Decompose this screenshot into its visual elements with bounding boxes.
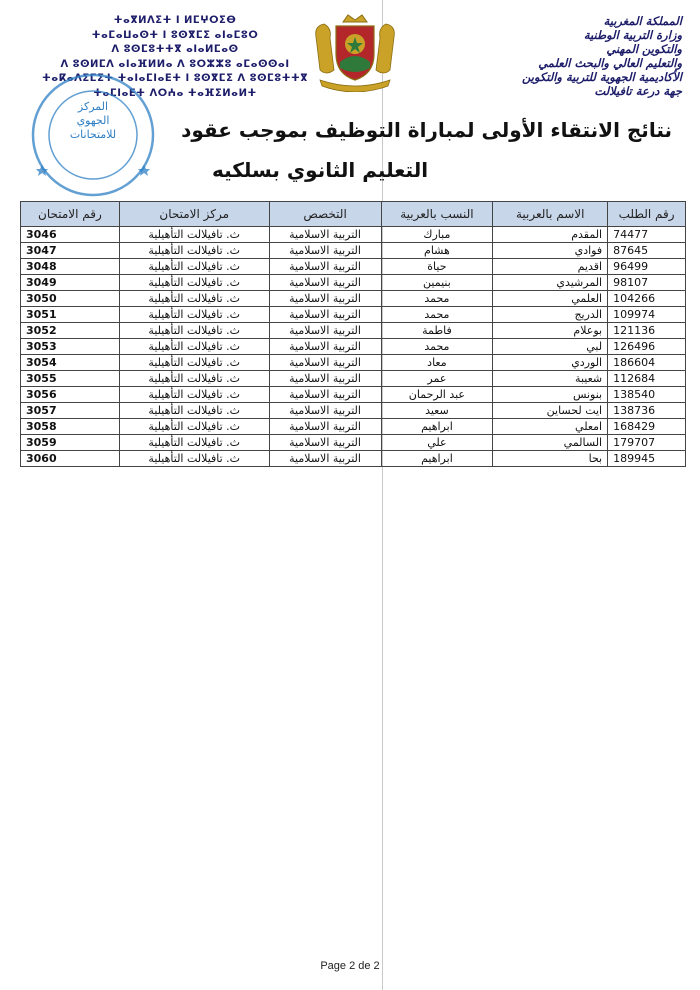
cell-first-name: السالمي: [493, 435, 608, 451]
cell-last-name: محمد: [381, 307, 493, 323]
cell-exam-no: 3049: [21, 275, 120, 291]
cell-exam-no: 3048: [21, 259, 120, 275]
cell-request-no: 126496: [608, 339, 686, 355]
table-row: [21, 435, 686, 451]
cell-first-name: بنونس: [493, 387, 608, 403]
cell-specialty: التربية الاسلامية: [269, 243, 381, 259]
cell-last-name: حياة: [381, 259, 493, 275]
header-line: الأكاديمية الجهوية للتربية والتكوين: [521, 70, 682, 84]
cell-first-name: ايت لحساين: [493, 403, 608, 419]
cell-exam-center: ث. تافيلالت التأهيلية: [119, 291, 269, 307]
document-subtitle: التعليم الثانوي بسلكيه: [211, 158, 429, 182]
header-line: المملكة المغربية: [603, 14, 682, 28]
cell-specialty: التربية الاسلامية: [269, 275, 381, 291]
cell-last-name: محمد: [381, 291, 493, 307]
cell-request-no: 112684: [608, 371, 686, 387]
header-request-no: رقم الطلب: [608, 202, 686, 227]
header-line: ⵜⴰⵎⴰⵡⴰⵙⵜ ⵏ ⵓⵙⴳⵎⵉ ⴰⵏⴰⵎⵓⵔ: [91, 29, 259, 41]
cell-first-name: لبي: [493, 339, 608, 355]
cell-exam-center: ث. تافيلالت التأهيلية: [119, 243, 269, 259]
cell-exam-center: ث. تافيلالت التأهيلية: [119, 419, 269, 435]
header-line: جهة درعة تافيلالت: [594, 84, 682, 98]
header-exam-center: مركز الامتحان: [119, 202, 269, 227]
stamp-line: للامتحانات: [69, 128, 117, 141]
cell-specialty: التربية الاسلامية: [269, 387, 381, 403]
cell-specialty: التربية الاسلامية: [269, 259, 381, 275]
cell-request-no: 121136: [608, 323, 686, 339]
header-exam-no: رقم الامتحان: [21, 202, 120, 227]
cell-request-no: 138736: [608, 403, 686, 419]
cell-specialty: التربية الاسلامية: [269, 451, 381, 467]
cell-exam-center: ث. تافيلالت التأهيلية: [119, 259, 269, 275]
cell-first-name: بوعلام: [493, 323, 608, 339]
cell-first-name: امعلي: [493, 419, 608, 435]
table-row: [21, 243, 686, 259]
stamp-line: الجهوي: [76, 114, 110, 127]
cell-specialty: التربية الاسلامية: [269, 419, 381, 435]
cell-exam-center: ث. تافيلالت التأهيلية: [119, 227, 269, 243]
header-line: ⵜⴰⴽⴰⴷⵉⵎⵉⵜ ⵜⴰⵏⴰⵎⵏⴰⴹⵜ ⵏ ⵓⵙⴳⵎⵉ ⴷ ⵓⵙⵎⵓⵜⵜⴳ: [41, 73, 309, 84]
cell-request-no: 104266: [608, 291, 686, 307]
cell-request-no: 189945: [608, 451, 686, 467]
document-title: نتائج الانتقاء الأولى لمباراة التوظيف بموجب عقود: [181, 118, 672, 142]
cell-request-no: 98107: [608, 275, 686, 291]
cell-request-no: 74477: [608, 227, 686, 243]
cell-exam-center: ث. تافيلالت التأهيلية: [119, 323, 269, 339]
table-row: [21, 227, 686, 243]
cell-request-no: 186604: [608, 355, 686, 371]
cell-last-name: معاد: [381, 355, 493, 371]
cell-last-name: محمد: [381, 339, 493, 355]
cell-last-name: علي: [381, 435, 493, 451]
cell-first-name: المرشيدي: [493, 275, 608, 291]
cell-specialty: التربية الاسلامية: [269, 307, 381, 323]
stamp-center-text: [58, 100, 128, 142]
table-row: [21, 259, 686, 275]
table-row: [21, 387, 686, 403]
cell-exam-no: 3056: [21, 387, 120, 403]
header-last-name: النسب بالعربية: [381, 202, 493, 227]
cell-first-name: اقديم: [493, 259, 608, 275]
cell-exam-center: ث. تافيلالت التأهيلية: [119, 275, 269, 291]
cell-exam-center: ث. تافيلالت التأهيلية: [119, 451, 269, 467]
results-table: [20, 201, 686, 467]
table-header-row: [21, 202, 686, 227]
table-row: [21, 355, 686, 371]
cell-exam-no: 3060: [21, 451, 120, 467]
cell-specialty: التربية الاسلامية: [269, 339, 381, 355]
cell-last-name: عمر: [381, 371, 493, 387]
cell-exam-no: 3058: [21, 419, 120, 435]
cell-exam-no: 3047: [21, 243, 120, 259]
cell-last-name: عبد الرحمان: [381, 387, 493, 403]
header-specialty: التخصص: [269, 202, 381, 227]
cell-first-name: الدريج: [493, 307, 608, 323]
cell-request-no: 109974: [608, 307, 686, 323]
header-line: ⵜⴰⴳⵍⴷⵉⵜ ⵏ ⵍⵎⵖⵔⵉⴱ: [113, 15, 237, 26]
table-row: [21, 275, 686, 291]
header-line: والتعليم العالي والبحث العلمي: [538, 56, 682, 70]
cell-request-no: 87645: [608, 243, 686, 259]
cell-exam-no: 3050: [21, 291, 120, 307]
cell-exam-no: 3054: [21, 355, 120, 371]
coat-of-arms-icon: [310, 12, 400, 92]
cell-exam-center: ث. تافيلالت التأهيلية: [119, 307, 269, 323]
cell-specialty: التربية الاسلامية: [269, 403, 381, 419]
stamp-line: المركز: [77, 100, 109, 113]
table-row: [21, 419, 686, 435]
cell-specialty: التربية الاسلامية: [269, 435, 381, 451]
cell-exam-center: ث. تافيلالت التأهيلية: [119, 403, 269, 419]
cell-exam-center: ث. تافيلالت التأهيلية: [119, 355, 269, 371]
cell-last-name: مبارك: [381, 227, 493, 243]
table-body: [21, 227, 686, 467]
cell-exam-no: 3059: [21, 435, 120, 451]
cell-last-name: سعيد: [381, 403, 493, 419]
cell-first-name: العلمي: [493, 291, 608, 307]
cell-first-name: بحا: [493, 451, 608, 467]
page-number: Page 2 de 2: [320, 960, 380, 972]
cell-first-name: فوادي: [493, 243, 608, 259]
cell-first-name: شعيبة: [493, 371, 608, 387]
cell-exam-center: ث. تافيلالت التأهيلية: [119, 435, 269, 451]
cell-exam-no: 3052: [21, 323, 120, 339]
cell-last-name: ابراهيم: [381, 419, 493, 435]
ministry-header-arabic: [452, 14, 682, 98]
header-line: وزارة التربية الوطنية: [583, 28, 682, 42]
table-row: [21, 291, 686, 307]
table-row: [21, 403, 686, 419]
cell-request-no: 179707: [608, 435, 686, 451]
table-row: [21, 307, 686, 323]
header-line: ⴷ ⵓⵙⵎⵓⵜⵜⴳ ⴰⵏⴰⵍⵎⴰⵙ: [111, 44, 239, 55]
cell-request-no: 168429: [608, 419, 686, 435]
cell-specialty: التربية الاسلامية: [269, 227, 381, 243]
cell-last-name: ابراهيم: [381, 451, 493, 467]
header-first-name: الاسم بالعربية: [493, 202, 608, 227]
table-row: [21, 371, 686, 387]
cell-exam-no: 3053: [21, 339, 120, 355]
cell-first-name: الوردي: [493, 355, 608, 371]
cell-specialty: التربية الاسلامية: [269, 371, 381, 387]
cell-exam-no: 3057: [21, 403, 120, 419]
cell-exam-no: 3055: [21, 371, 120, 387]
cell-specialty: التربية الاسلامية: [269, 291, 381, 307]
cell-request-no: 138540: [608, 387, 686, 403]
cell-exam-no: 3051: [21, 307, 120, 323]
table-row: [21, 451, 686, 467]
cell-request-no: 96499: [608, 259, 686, 275]
table-row: [21, 339, 686, 355]
cell-exam-center: ث. تافيلالت التأهيلية: [119, 339, 269, 355]
scan-fold-line: [382, 0, 383, 990]
cell-exam-center: ث. تافيلالت التأهيلية: [119, 371, 269, 387]
cell-exam-no: 3046: [21, 227, 120, 243]
header-line: ⴷ ⵓⵙⵍⵎⴷ ⴰⵏⴰⴼⵍⵍⴰ ⴷ ⵓⵔⵣⵣⵓ ⴰⵎⴰⵙⵙⴰⵏ: [60, 58, 290, 70]
cell-specialty: التربية الاسلامية: [269, 323, 381, 339]
cell-last-name: بنيمين: [381, 275, 493, 291]
table-row: [21, 323, 686, 339]
header-line: ⵜⴰⵎⵏⴰⴹⵜ ⴷⵔⵄⴰ ⵜⴰⴼⵉⵍⴰⵍⵜ: [93, 87, 257, 99]
cell-last-name: فاطمة: [381, 323, 493, 339]
cell-first-name: المقدم: [493, 227, 608, 243]
cell-last-name: هشام: [381, 243, 493, 259]
header-line: والتكوين المهني: [606, 42, 682, 56]
cell-specialty: التربية الاسلامية: [269, 355, 381, 371]
cell-exam-center: ث. تافيلالت التأهيلية: [119, 387, 269, 403]
